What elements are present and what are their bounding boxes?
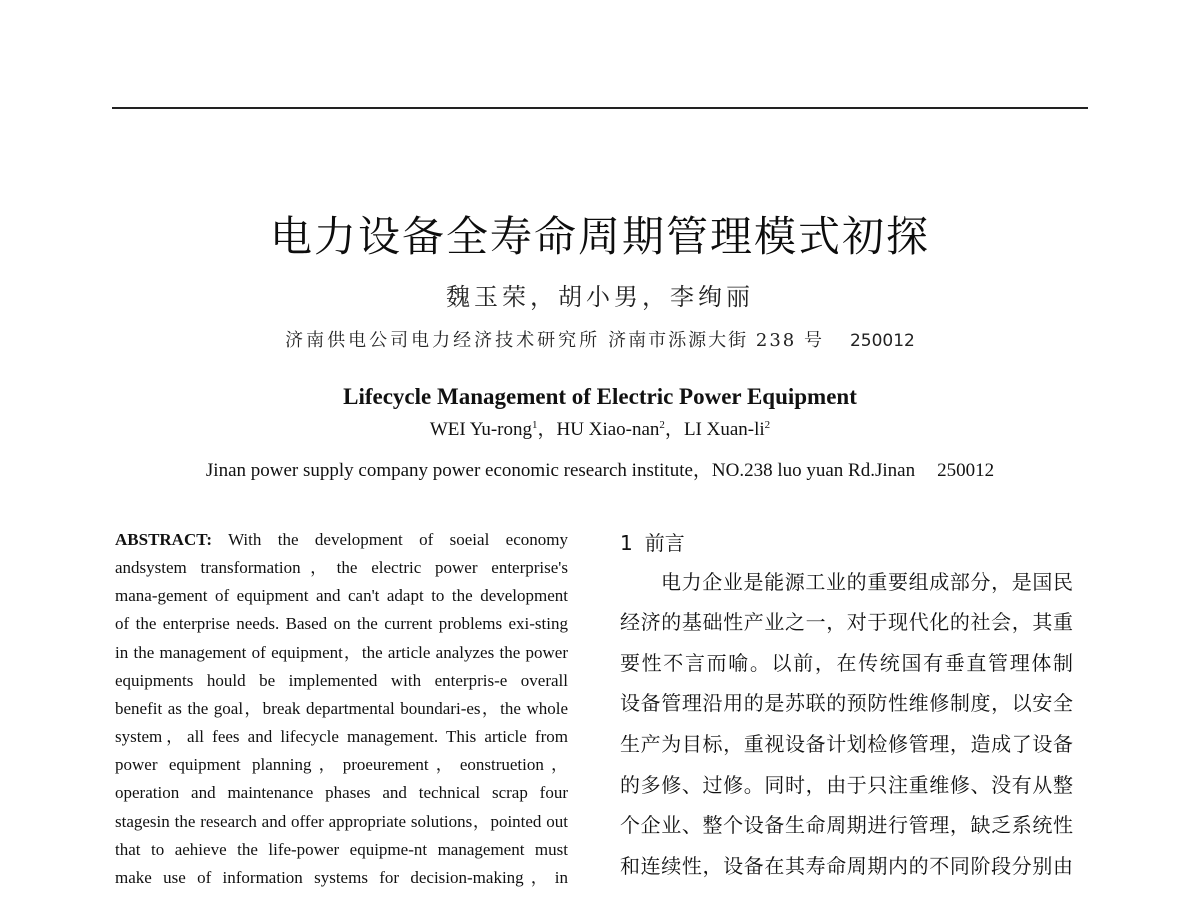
affiliation-en-text: Jinan power supply company power economic research institute，NO.238 luo yuan Rd.Jinan bbox=[205, 460, 916, 481]
body-line: 的多修、过修。同时，由于只注重维修、没有从整 bbox=[620, 772, 1073, 797]
section-title: 前言 bbox=[644, 531, 685, 555]
abstract-column bbox=[115, 526, 568, 892]
body-line: 生产为目标，重视设备计划检修管理，造成了设备 bbox=[620, 732, 1073, 757]
authors-zh: 魏玉荣，胡小男，李绚丽 bbox=[446, 283, 754, 311]
abstract-line: operation and maintenance phases and technical scrap four bbox=[115, 783, 568, 803]
abstract-line: andsystem transformation，the electric power enterprise's bbox=[115, 558, 568, 578]
abstract-label: ABSTRACT: bbox=[115, 530, 212, 549]
affiliation-en bbox=[0, 458, 1200, 484]
author-affiliation-mark: 2 bbox=[659, 419, 665, 431]
abstract-line: equipments hould be implemented with enterpris-e overall bbox=[115, 670, 568, 690]
author-separator: ， bbox=[664, 419, 684, 440]
abstract-line-text: With the development of soeial economy bbox=[228, 530, 568, 549]
abstract-line: benefit as the goal，break departmental boundari-es，the whole bbox=[115, 698, 568, 718]
abstract-line: that to aehieve the life-power equipme-nt management must bbox=[115, 839, 568, 859]
author-affiliation-mark: 2 bbox=[764, 419, 771, 431]
affiliation-zh bbox=[0, 328, 1200, 354]
section-body bbox=[620, 562, 1073, 887]
author-en-name: HU Xiao-nan bbox=[556, 419, 660, 440]
affiliation-zh-postcode: 250012 bbox=[849, 331, 915, 351]
abstract-line: in the management of equipment，the article analyzes the power bbox=[115, 642, 568, 662]
paper-title-en: Lifecycle Management of Electric Power Equipment bbox=[343, 384, 857, 409]
author-affiliation-mark: 1 bbox=[532, 419, 538, 431]
affiliation-zh-address: 济南市泺源大街 238 号 bbox=[608, 330, 824, 351]
abstract-line bbox=[115, 526, 568, 554]
header-rule bbox=[112, 107, 1088, 109]
body-line: 经济的基础性产业之一，对于现代化的社会，其重 bbox=[620, 610, 1073, 635]
paper-title-zh: 电力设备全寿命周期管理模式初探 bbox=[269, 212, 930, 261]
abstract-line: mana-gement of equipment and can't adapt to the development bbox=[115, 586, 568, 606]
affiliation-zh-org: 济南供电公司电力经济技术研究所 bbox=[285, 330, 601, 351]
affiliation-en-postcode: 250012 bbox=[937, 460, 995, 481]
body-line: 电力企业是能源工业的重要组成部分，是国民 bbox=[661, 569, 1073, 594]
abstract-line: stagesin the research and offer appropriate solutions，pointed out bbox=[115, 811, 568, 831]
author-en-name: WEI Yu-rong bbox=[429, 419, 533, 440]
abstract-line: system，all fees and lifecycle management. This article from bbox=[115, 727, 568, 747]
body-line: 设备管理沿用的是苏联的预防性维修制度，以安全 bbox=[620, 691, 1073, 716]
author-separator: ， bbox=[537, 419, 557, 440]
body-line: 和连续性，设备在其寿命周期内的不同阶段分别由 bbox=[620, 853, 1073, 878]
section-heading bbox=[620, 528, 685, 558]
abstract-line: of the enterprise needs. Based on the current problems exi-sting bbox=[115, 614, 568, 634]
abstract-line: make use of information systems for decision-making，in bbox=[115, 867, 568, 887]
body-line: 要性不言而喻。以前，在传统国有垂直管理体制 bbox=[620, 650, 1073, 675]
abstract-line: power equipment planning，proeurement，eonstruetion， bbox=[115, 755, 568, 775]
authors-en bbox=[0, 417, 1200, 443]
body-line: 个企业、整个设备生命周期进行管理，缺乏系统性 bbox=[620, 813, 1073, 838]
author-en-name: LI Xuan-li bbox=[683, 419, 765, 440]
section-number: 1 bbox=[620, 531, 633, 555]
